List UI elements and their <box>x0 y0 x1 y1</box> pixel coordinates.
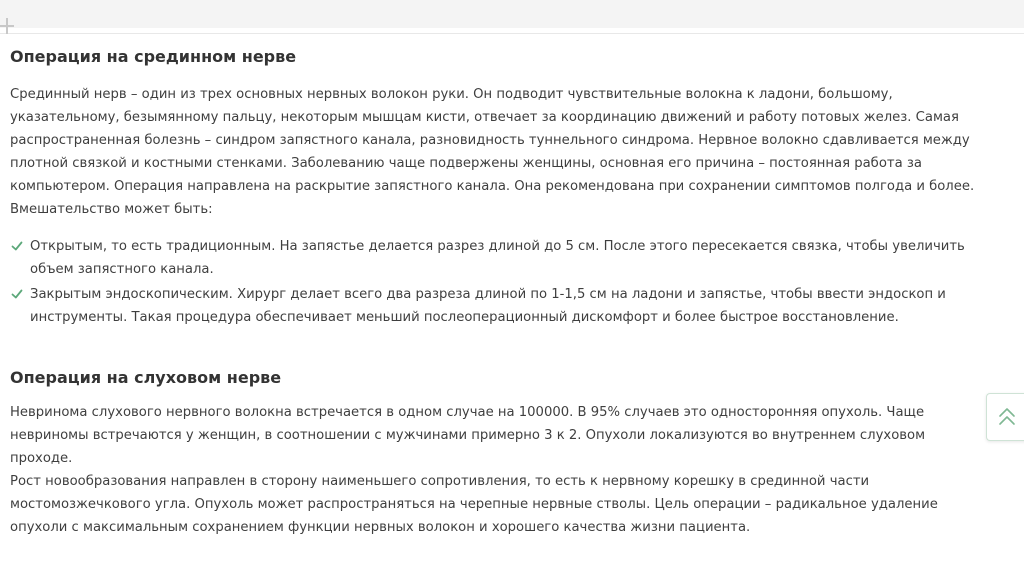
paragraph-line: распространенная болезнь – синдром запястного канала, разновидность туннельного синдрома. Нервное волокно сдавливается между <box>10 133 970 148</box>
list-item-line: Открытым, то есть традиционным. На запястье делается разрез длиной до 5 см. После этого пересекается связка, чтобы увеличить <box>30 239 965 254</box>
section-title-median-nerve: Операция на срединном нерве <box>10 47 297 66</box>
paragraph-line: невриномы встречаются у женщин, в соотношении с мужчинами примерно 3 к 2. Опухоли локализуются во внутреннем слуховом проходе. <box>10 428 926 466</box>
plus-icon <box>0 18 16 34</box>
paragraph-line: мостомозжечкового угла. Опухоль может распространяться на черепные нервные стволы. Цель операции – радикальное удаление <box>10 497 938 512</box>
top-band <box>0 0 1024 28</box>
paragraph-line: Рост новообразования направлен в сторону наименьшего сопротивления, то есть к нервному корешку в срединной части <box>10 474 870 489</box>
section-title-auditory-nerve: Операция на слуховом нерве <box>10 368 282 387</box>
list-item-line: объем запястного канала. <box>30 262 214 277</box>
scroll-to-top-button[interactable] <box>986 393 1024 441</box>
article-content <box>10 46 990 539</box>
check-icon <box>11 288 23 300</box>
check-icon <box>11 240 23 252</box>
auditory-nerve-paragraph <box>10 401 990 539</box>
list-item-line: Закрытым эндоскопическим. Хирург делает всего два разреза длиной по 1-1,5 см на ладони и запястье, чтобы ввести эндоскоп и <box>30 287 946 302</box>
paragraph-line: указательному, безымянному пальцу, некоторым мышцам кисти, отвечает за координацию движений и работу потовых желез. Самая <box>10 110 959 125</box>
paragraph-line: Срединный нерв – один из трех основных нервных волокон руки. Он подводит чувствительные волокна к ладони, большому, <box>10 87 893 102</box>
list-item <box>10 235 990 281</box>
operation-types-list <box>10 235 990 329</box>
paragraph-line: плотной связкой и костными стенками. Заболеванию чаще подвержены женщины, основная его причина – постоянная работа за <box>10 156 922 171</box>
list-item-line: инструменты. Такая процедура обеспечивает меньший послеоперационный дискомфорт и более быстрое восстановление. <box>30 310 899 325</box>
chevron-up-icon <box>997 405 1017 429</box>
paragraph-line: компьютером. Операция направлена на раскрытие запястного канала. Она рекомендована при сохранении симптомов полгода и более. <box>10 179 975 194</box>
list-item <box>10 283 990 329</box>
paragraph-line: опухоли с максимальным сохранением функции нервных волокон и хорошего качества жизни пациента. <box>10 520 751 535</box>
median-nerve-paragraph <box>10 83 990 221</box>
paragraph-line: Вмешательство может быть: <box>10 202 213 217</box>
top-divider <box>0 33 1024 34</box>
paragraph-line: Невринома слухового нервного волокна встречается в одном случае на 100000. В 95% случаев это односторонняя опухоль. Чаще <box>10 405 925 420</box>
